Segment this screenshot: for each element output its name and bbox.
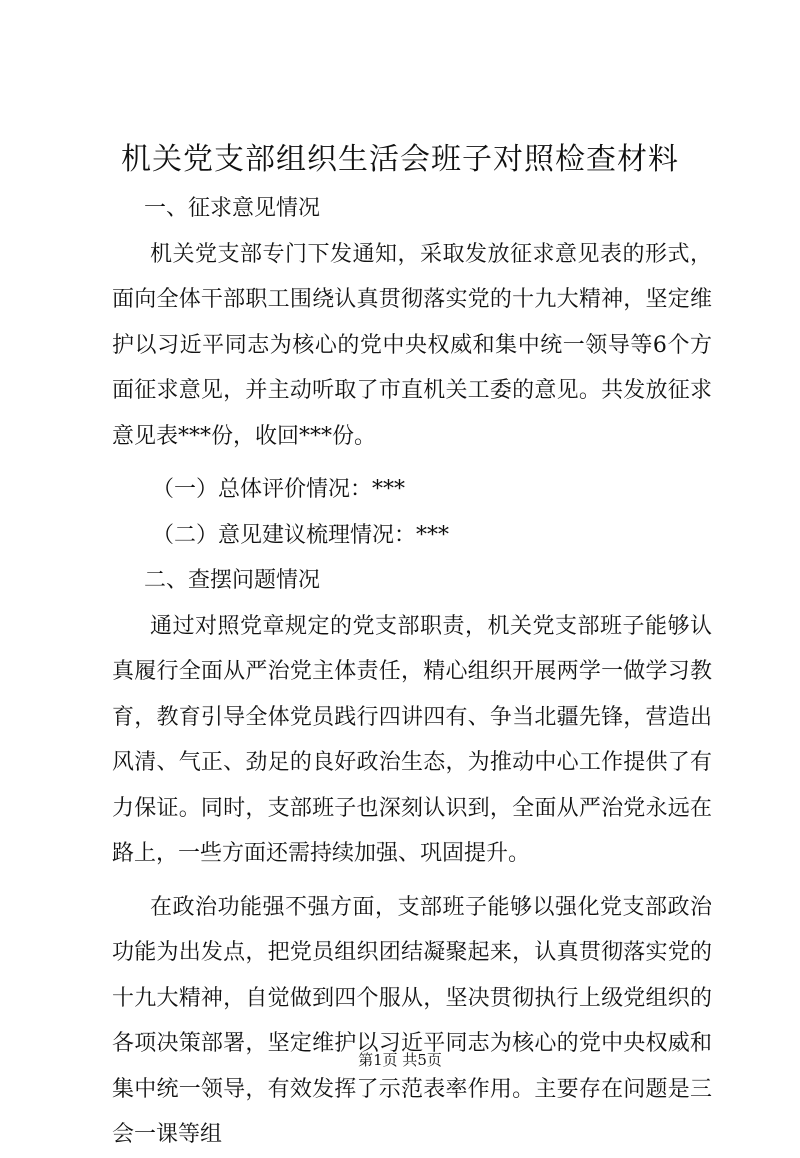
section-heading-1: 一、征求意见情况 — [144, 196, 321, 221]
sub-item-suggestions: （二）意见建议梳理情况：*** — [152, 522, 450, 548]
document-body — [112, 186, 712, 1158]
section-1-paragraph: 机关党支部专门下发通知，采取发放征求意见表的形式，面向全体干部职工围绕认真贯彻落实党的十九大精神，坚定维护以习近平同志为核心的党中央权威和集中统一领导等6个方面征求意见，并主动听取了市直机关工委的意见。共发放征求意见表***份，收回***份。 — [112, 241, 712, 449]
spacer — [112, 459, 712, 467]
document-title: 机关党支部组织生活会班子对照检查材料 — [121, 142, 679, 177]
spacer — [112, 877, 712, 885]
sub-item-overall-evaluation: （一）总体评价情况：*** — [152, 477, 406, 502]
section-2-paragraph-1: 通过对照党章规定的党支部职责，机关党支部班子能够认真履行全面从严治党主体责任，精心组织开展两学一做学习教育，教育引导全体党员践行四讲四有、争当北疆先锋，营造出风清、气正、劲足的良好政治生态，为推动中心工作提供了有力保证。同时，支部班子也深刻认识到，全面从严治党永远在路上，一些方面还需持续加强、巩固提升。 — [112, 613, 712, 866]
section-2-paragraph-2: 在政治功能强不强方面，支部班子能够以强化党支部政治功能为出发点，把党员组织团结凝聚起来，认真贯彻落实党的十九大精神，自觉做到四个服从，坚决贯彻执行上级党组织的各项决策部署，坚定维护以习近平同志为核心的党中央权威和集中统一领导，有效发挥了示范表率作用。主要存在问题是三会一课等组 — [112, 894, 712, 1147]
section-heading-2: 二、查摆问题情况 — [144, 568, 321, 593]
page-footer: 第1页 共5页 — [358, 1051, 442, 1069]
